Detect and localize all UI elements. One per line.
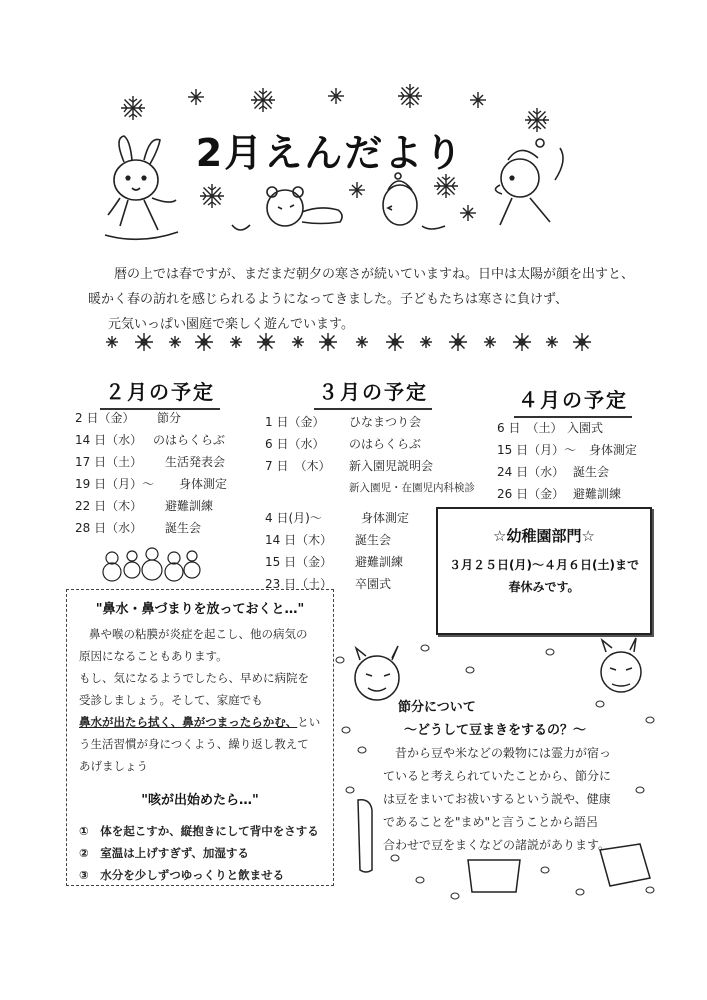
snowflake-icon [434,174,458,198]
snowflake-divider [0,328,707,358]
schedule-event: 避難訓練 [165,498,214,513]
schedule-date: 15 日（月）～ [497,442,577,457]
sparkle-icon [328,88,344,104]
intro-text [88,262,648,337]
note-line: あげましょう [79,759,148,773]
oni-illustration [601,638,641,692]
schedule-row [75,516,275,538]
schedule-event: 新入園児説明会 [349,458,434,473]
schedule-event: 誕生会 [355,532,392,547]
snowflake-icon [200,184,224,208]
schedule-event: 身体測定 [179,476,228,491]
schedule-date: 23 日（土） [265,576,333,591]
snowmen-illustration [100,544,200,584]
mar-schedule-heading: ３月の予定 [314,376,432,410]
apr-schedule-heading: ４月の予定 [514,384,632,418]
schedule-row [265,410,495,432]
schedule-event: 卒園式 [355,576,392,591]
cough-tip: ③ 水分を少しずつゆっくりと飲ませる [79,868,285,882]
schedule-event: 生活発表会 [165,454,226,469]
note-line-tail: とい [297,715,321,729]
club-illustration [358,800,372,872]
schedule-event: ひなまつり会 [349,414,422,429]
schedule-event: のはらくらぶ [349,436,422,451]
intro-line: 暦の上では春ですが、まだまだ朝夕の寒さが続いていますね。日中は太陽が顔を出すと、 [114,267,635,282]
schedule-date: 6 日（水） [265,436,325,451]
sparkle-icon [188,89,204,105]
intro-line: 暖かく春の訪れを感じられるようになってきました。子どもたちは寒さに負けず、 [88,292,568,307]
schedule-event: 身体測定 [589,442,638,457]
schedule-event: 避難訓練 [355,554,404,569]
setsubun-line: 昔から豆や米などの穀物には霊力が宿っ [395,746,612,760]
setsubun-line: であることを"まめ"と言うことから語呂 [383,815,599,829]
sparkle-icon [349,182,365,198]
schedule-row [497,416,667,438]
schedule-event: 節分 [157,410,182,425]
setsubun-heading: 節分について [398,700,476,715]
schedule-event: 誕生会 [165,520,202,535]
note-line: 鼻や喉の粘膜が炎症を起こし、他の病気の [89,627,308,641]
schedule-date: 1 日（金） [265,414,325,429]
setsubun-line: ていると考えられていたことから、節分に [383,769,612,783]
schedule-event: 新入園児・在園児内科検診 [349,481,475,494]
schedule-date: 26 日（金） [497,486,565,501]
schedule-date: 17 日（土） [75,454,143,469]
schedule-date: 24 日（水） [497,464,565,479]
schedule-row [75,494,275,516]
schedule-date: 22 日（木） [75,498,143,513]
sparkle-icon [470,92,486,108]
schedule-date: 15 日（金） [265,554,333,569]
cough-heading: "咳が出始めたら…" [141,793,259,808]
nose-heading: "鼻水・鼻づまりを放っておくと…" [95,602,305,617]
bear-illustration [232,187,342,230]
schedule-date: 28 日（水） [75,520,143,535]
setsubun-line: は豆をまいてお祓いするという説や、健康 [383,792,611,806]
spring-break-text: 春休みです。 [508,580,580,594]
schedule-row [265,432,495,454]
schedule-event: 避難訓練 [573,486,622,501]
schedule-date: 4 日(月)～ [265,510,322,525]
snowflake-icon [398,84,422,108]
schedule-event: 誕生会 [573,464,610,479]
kindergarten-notice [436,507,652,635]
chick-illustration [383,173,445,229]
schedule-date: 2 日（金） [75,410,135,425]
feb-schedule-heading: ２月の予定 [100,376,220,410]
note-line: 原因になることもあります。 [79,649,228,663]
schedule-row [75,450,275,472]
schedule-row [75,406,275,428]
schedule-row [75,472,275,494]
setsubun-line: 合わせで豆をまくなどの諸説があります。 [383,838,611,852]
schedule-event: 入園式 [567,420,604,435]
schedule-date: 7 日 （木） [265,458,331,473]
schedule-row [265,476,495,498]
schedule-date: 19 日（月）～ [75,476,155,491]
schedule-row [497,438,667,460]
oni-illustration [355,646,399,700]
schedule-date: 14 日（木） [265,532,333,547]
schedule-event: 身体測定 [361,510,410,525]
schedule-row [497,460,667,482]
spring-break-dates: ３月２５日(月)～４月６日(土)まで [449,558,639,572]
note-line: もし、気になるようでしたら、早めに病院を [79,671,309,685]
schedule-row [265,454,495,476]
bean-bowl-illustration [468,860,520,892]
snowflake-icon [525,108,549,132]
snowflake-icon [121,96,145,120]
cough-tip: ① 体を起こすか、縦抱きにして背中をさする [79,824,319,838]
schedule-date: 14 日（水） [75,432,143,447]
schedule-row [497,482,667,504]
note-line: う生活習慣が身につくよう、繰り返し教えて [79,737,309,751]
schedule-date: 6 日 （土） [497,420,563,435]
note-emphasis: 鼻水が出たら拭く、鼻がつまったらかむ、 [79,715,298,729]
snowflake-icon [251,88,275,112]
apr-schedule [497,416,667,504]
feb-schedule [75,406,275,538]
newsletter-title: 2月えんだより [195,131,465,175]
kindergarten-title: ☆幼稚園部門☆ [493,527,595,545]
setsubun-subheading: ～どうして豆まきをするの？～ [404,723,587,738]
schedule-row [75,428,275,450]
sparkle-icon [460,205,476,221]
schedule-event: のはらくらぶ [153,432,226,447]
cough-tip: ② 室温は上げすぎず、加湿する [79,846,249,860]
note-line: 受診しましょう。そして、家庭でも [79,693,263,707]
intro-line: 元気いっぱい園庭で楽しく遊んでいます。 [108,317,354,332]
